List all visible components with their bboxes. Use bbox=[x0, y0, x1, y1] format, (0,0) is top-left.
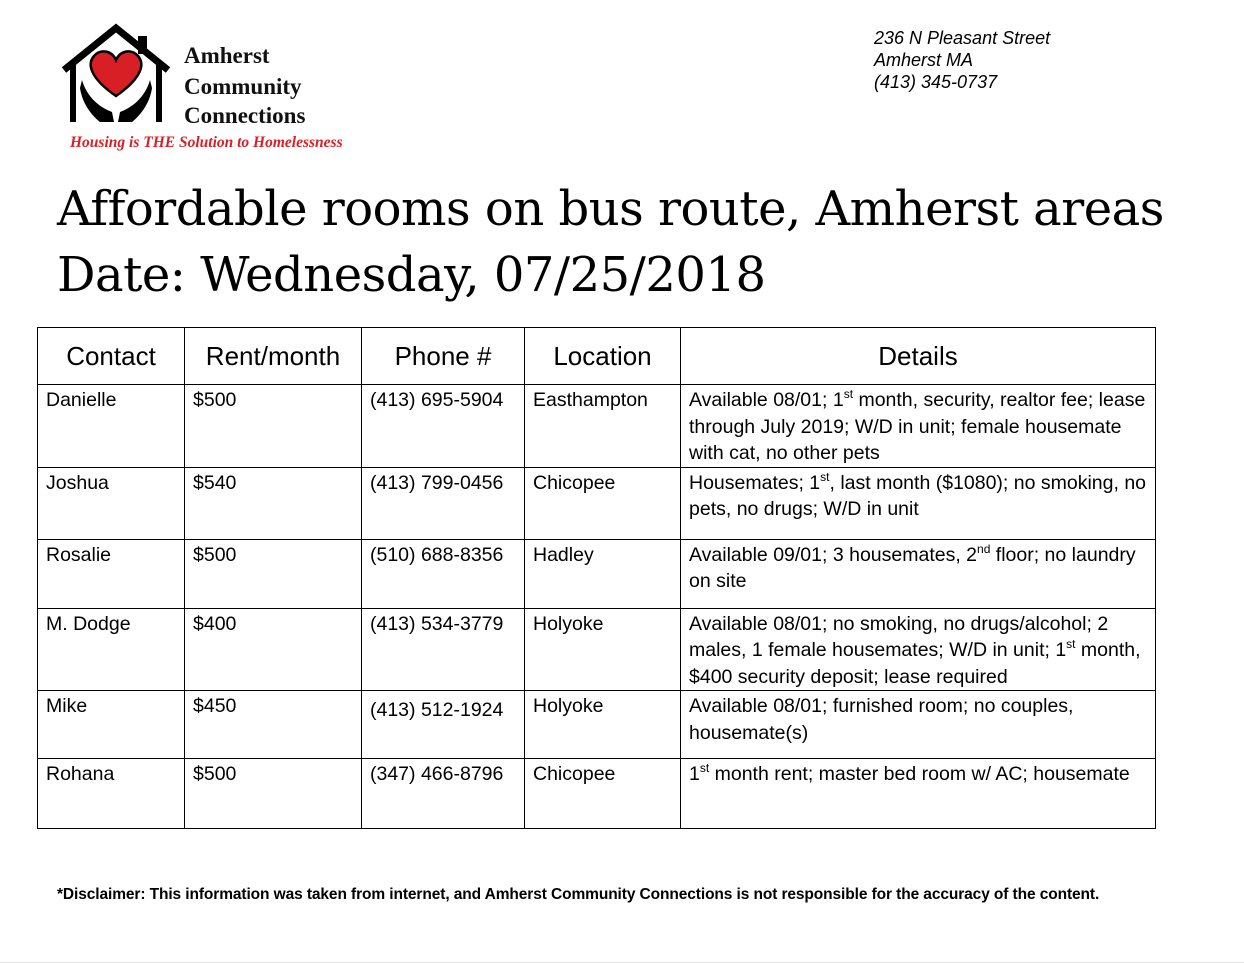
table-header-row bbox=[38, 328, 1156, 385]
cell-contact: Rosalie bbox=[38, 539, 185, 608]
table-row bbox=[38, 385, 1156, 468]
details-text: floor; no laundry on site bbox=[689, 543, 1136, 592]
details-text: month, security, realtor fee; lease through July 2019; W/D in unit; female housemate with cat, no other pets bbox=[689, 389, 1146, 464]
ordinal-suffix: nd bbox=[977, 541, 991, 556]
table-row bbox=[38, 608, 1156, 691]
cell-rent: $500 bbox=[185, 385, 362, 468]
cell-contact: Rohana bbox=[38, 759, 185, 829]
cell-location: Holyoke bbox=[525, 691, 681, 759]
table-row bbox=[38, 691, 1156, 759]
cell-phone: (413) 534-3779 bbox=[362, 608, 525, 691]
cell-phone: (413) 799-0456 bbox=[362, 467, 525, 539]
page-edge-divider bbox=[0, 962, 1244, 963]
details-text: Available 09/01; 3 housemates, 2 bbox=[689, 543, 978, 566]
cell-location: Chicopee bbox=[525, 467, 681, 539]
org-name-line-3: Connections bbox=[184, 103, 306, 128]
details-text: month, $400 security deposit; lease required bbox=[689, 639, 1141, 688]
cell-details bbox=[681, 691, 1156, 759]
header-phone: Phone # bbox=[362, 328, 525, 385]
org-logo bbox=[60, 22, 390, 157]
table-row bbox=[38, 759, 1156, 829]
cell-location: Easthampton bbox=[525, 385, 681, 468]
header-rent: Rent/month bbox=[185, 328, 362, 385]
address-phone: (413) 345-0737 bbox=[874, 72, 998, 92]
listings-table bbox=[37, 327, 1156, 829]
cell-contact: M. Dodge bbox=[38, 608, 185, 691]
cell-details bbox=[681, 759, 1156, 829]
address-street: 236 N Pleasant Street bbox=[874, 28, 1051, 48]
org-name-line-1: Amherst bbox=[184, 43, 270, 68]
cell-contact: Joshua bbox=[38, 467, 185, 539]
ordinal-suffix: st bbox=[820, 469, 830, 484]
cell-phone: (413) 512-1924 bbox=[362, 691, 525, 759]
details-text: , last month ($1080); no smoking, no pets, no drugs; W/D in unit bbox=[689, 471, 1147, 520]
ordinal-suffix: st bbox=[843, 387, 854, 401]
address-city: Amherst MA bbox=[874, 50, 974, 70]
cell-location: Chicopee bbox=[525, 759, 681, 829]
header-contact: Contact bbox=[38, 328, 185, 385]
cell-contact: Mike bbox=[38, 691, 185, 759]
details-text: 1 bbox=[689, 763, 700, 785]
ordinal-suffix: st bbox=[1066, 637, 1076, 651]
table-row bbox=[38, 539, 1156, 608]
org-name-line-2: Community bbox=[184, 74, 302, 99]
cell-location: Holyoke bbox=[525, 608, 681, 691]
cell-phone: (510) 688-8356 bbox=[362, 539, 525, 608]
details-text: Housemates; 1 bbox=[689, 471, 821, 494]
cell-location: Hadley bbox=[525, 539, 681, 608]
cell-rent: $450 bbox=[185, 691, 362, 759]
org-tagline: Housing is THE Solution to Homelessness bbox=[70, 134, 343, 151]
title-date: Date: Wednesday, 07/25/2018 bbox=[57, 247, 766, 303]
cell-phone: (347) 466-8796 bbox=[362, 759, 525, 829]
cell-details bbox=[681, 385, 1156, 468]
header-details: Details bbox=[681, 328, 1156, 385]
details-text: month rent; master bed room w/ AC; housemate bbox=[709, 763, 1130, 785]
ordinal-suffix: st bbox=[699, 761, 710, 775]
disclaimer: *Disclaimer: This information was taken from internet, and Amherst Community Connections is not responsible for the accuracy of the content. bbox=[57, 886, 1100, 903]
header-location: Location bbox=[525, 328, 681, 385]
cell-rent: $400 bbox=[185, 608, 362, 691]
table-row bbox=[38, 467, 1156, 539]
cell-details bbox=[681, 539, 1156, 608]
org-address bbox=[874, 27, 1050, 93]
details-text: Available 08/01; furnished room; no couples, housemate(s) bbox=[689, 695, 1074, 744]
cell-rent: $500 bbox=[185, 759, 362, 829]
title-line-1: Affordable rooms on bus route, Amherst areas bbox=[57, 181, 1164, 237]
details-text: Available 08/01; 1 bbox=[689, 389, 844, 411]
cell-phone: (413) 695-5904 bbox=[362, 385, 525, 468]
page-title bbox=[57, 176, 1164, 308]
cell-contact: Danielle bbox=[38, 385, 185, 468]
cell-details bbox=[681, 608, 1156, 691]
cell-details bbox=[681, 467, 1156, 539]
cell-rent: $500 bbox=[185, 539, 362, 608]
details-text: Available 08/01; no smoking, no drugs/alcohol; 2 males, 1 female housemates; W/D in unit; 1 bbox=[689, 612, 1109, 661]
house-heart-icon bbox=[60, 22, 180, 132]
cell-rent: $540 bbox=[185, 467, 362, 539]
